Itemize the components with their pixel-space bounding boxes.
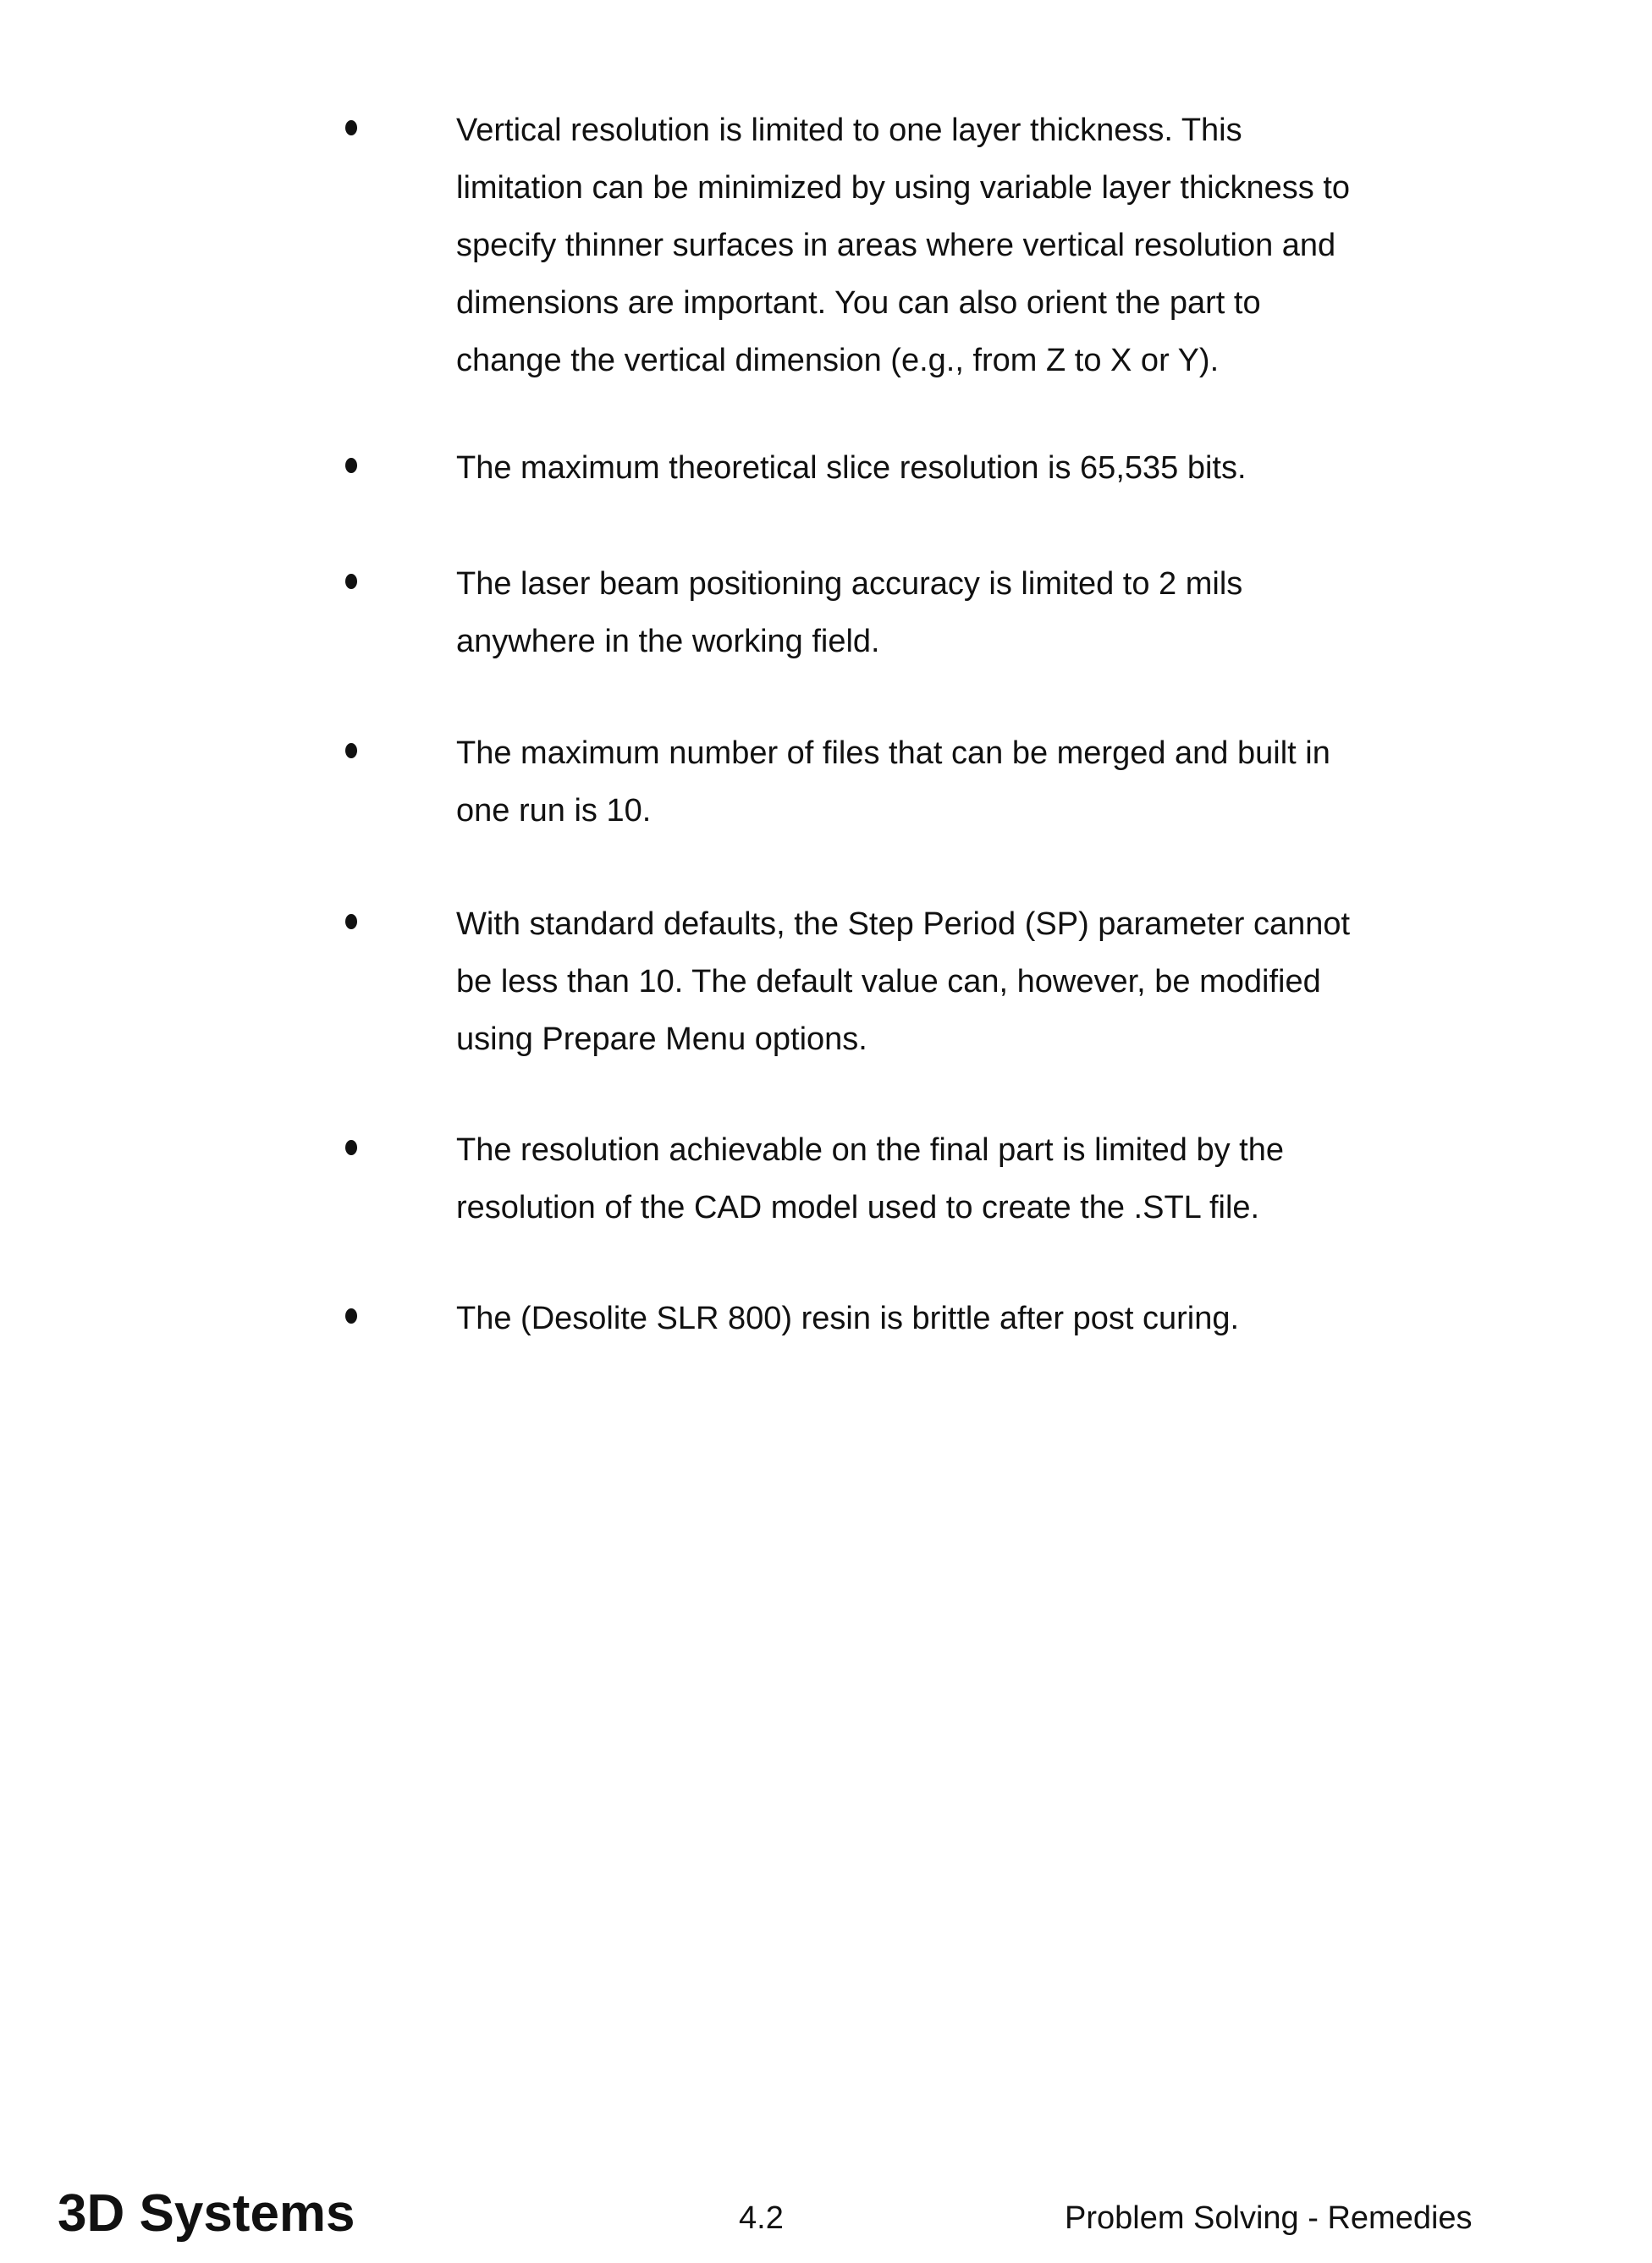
text-line: With standard defaults, the Step Period (SP) parameter cannot [456, 895, 1350, 953]
text-line: using Prepare Menu options. [456, 1010, 1350, 1068]
text-line: dimensions are important. You can also orient the part to [456, 274, 1350, 332]
text-line: The resolution achievable on the final part is limited by the [456, 1121, 1284, 1179]
bullet-icon [345, 743, 357, 758]
text-line: The maximum number of files that can be merged and built in [456, 724, 1330, 782]
text-line: resolution of the CAD model used to create the .STL file. [456, 1179, 1284, 1236]
text-line: specify thinner surfaces in areas where vertical resolution and [456, 217, 1350, 274]
text-line: limitation can be minimized by using variable layer thickness to [456, 159, 1350, 217]
footer-section-title: Problem Solving - Remedies [1065, 2200, 1473, 2237]
list-item-text [456, 895, 1350, 1068]
text-line: anywhere in the working field. [456, 613, 1242, 670]
bullet-icon [345, 1308, 357, 1324]
bullet-icon [345, 1140, 357, 1155]
text-line: The laser beam positioning accuracy is limited to 2 mils [456, 555, 1242, 613]
list-item-text [456, 439, 1247, 497]
list-item-text [456, 555, 1242, 670]
footer-page-number: 4.2 [739, 2200, 784, 2237]
list-item-text [456, 724, 1330, 840]
text-line: be less than 10. The default value can, however, be modified [456, 953, 1350, 1010]
text-line: The maximum theoretical slice resolution is 65,535 bits. [456, 439, 1247, 497]
bullet-icon [345, 458, 357, 473]
list-item-text [456, 1121, 1284, 1236]
bullet-icon [345, 574, 357, 589]
text-line: Vertical resolution is limited to one layer thickness. This [456, 102, 1350, 159]
text-line: The (Desolite SLR 800) resin is brittle after post curing. [456, 1290, 1239, 1347]
list-item-text [456, 102, 1350, 389]
footer-brand: 3D Systems [58, 2183, 355, 2244]
list-item-text [456, 1290, 1239, 1347]
bullet-icon [345, 914, 357, 929]
bullet-icon [345, 120, 357, 135]
text-line: change the vertical dimension (e.g., from Z to X or Y). [456, 332, 1350, 389]
text-line: one run is 10. [456, 782, 1330, 840]
